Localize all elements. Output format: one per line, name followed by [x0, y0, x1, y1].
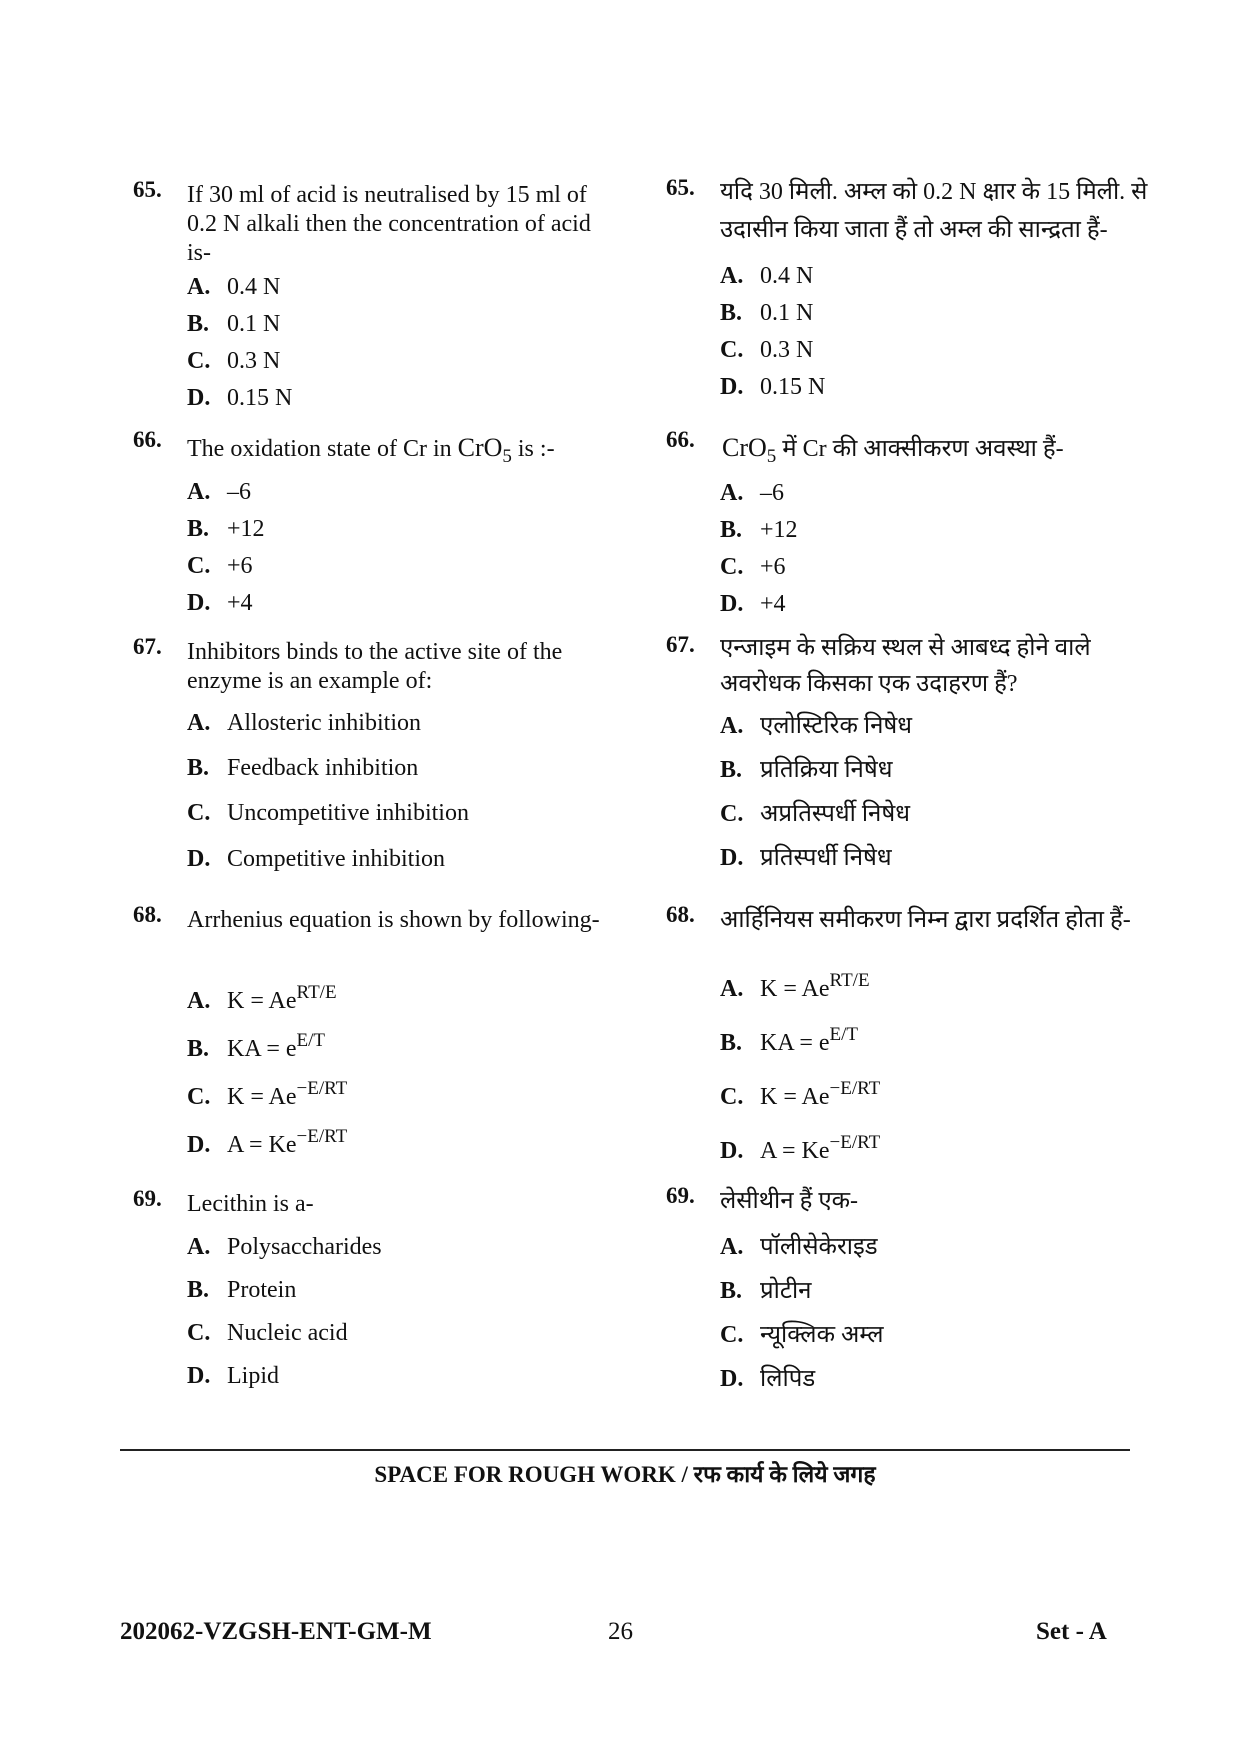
- arrhenius-formula: $A = Ke^{-E/RT}$: [760, 1132, 881, 1164]
- chemical-formula: CrO$_5$: [457, 433, 512, 467]
- option-d: D. 0.15 N: [187, 385, 293, 411]
- option-a: A. –6: [187, 479, 251, 505]
- option-c: C. 0.3 N: [720, 337, 814, 363]
- option-d: D. 0.15 N: [720, 374, 826, 400]
- question-text: If 30 ml of acid is neutralised by 15 ml of 0.2 N alkali then the concentration of acid is-: [187, 182, 591, 266]
- question-text: लेसीथीन हैं एक-: [720, 1188, 859, 1214]
- question-number: 68.: [133, 902, 162, 927]
- question-text: यदि 30 मिली. अम्ल को 0.2 N क्षार के 15 मिली. से उदासीन किया जाता हैं तो अम्ल की सान्द्रता हैं-: [720, 179, 1148, 243]
- option-a: A. –6: [720, 480, 784, 506]
- option-d: D. $A = Ke^{-E/RT}$: [720, 1118, 880, 1166]
- option-b: B. प्रोटीन: [720, 1278, 812, 1304]
- option-a: A. पॉलीसेकेराइड: [720, 1234, 878, 1260]
- option-a: A. एलोस्टिरिक निषेध: [720, 713, 913, 739]
- option-c: C. +6: [720, 554, 786, 580]
- question-number: 67.: [666, 632, 695, 657]
- option-d: D. $A = Ke^{-E/RT}$: [187, 1112, 347, 1160]
- option-b: B. KA = $e^{E/T}$: [720, 1010, 858, 1058]
- option-a: A. 0.4 N: [720, 263, 814, 289]
- chemical-formula: CrO$_5$: [722, 433, 777, 467]
- option-a: A. $K = Ae^{RT/E}$: [720, 956, 870, 1004]
- option-b: B. प्रतिक्रिया निषेध: [720, 757, 893, 783]
- footer-set: Set - A: [1036, 1618, 1107, 1645]
- option-b: B. 0.1 N: [187, 311, 281, 337]
- question-text: CrO$_5$ में Cr की आक्सीकरण अवस्था हैं-: [722, 433, 1064, 467]
- option-d: D. लिपिड: [720, 1366, 816, 1392]
- question-number: 66.: [666, 427, 695, 452]
- question-number: 65.: [666, 175, 695, 200]
- question-text: The oxidation state of Cr in CrO$_5$ is :-: [187, 433, 555, 467]
- arrhenius-formula: KA = $e^{E/T}$: [227, 1030, 326, 1062]
- option-c: C. 0.3 N: [187, 348, 281, 374]
- option-d: D. +4: [187, 590, 253, 616]
- arrhenius-formula: KA = $e^{E/T}$: [760, 1024, 859, 1056]
- question-text: आर्हिनियस समीकरण निम्न द्वारा प्रदर्शित होता हैं-: [720, 907, 1131, 933]
- option-a: A. $K = Ae^{RT/E}$: [187, 968, 337, 1016]
- option-d: D. Competitive inhibition: [187, 846, 445, 872]
- option-c: C. $K = Ae^{-E/RT}$: [720, 1064, 880, 1112]
- arrhenius-formula: $K = Ae^{RT/E}$: [760, 970, 870, 1002]
- question-number: 69.: [133, 1186, 162, 1211]
- option-b: B. +12: [187, 516, 265, 542]
- question-text: Lecithin is a-: [187, 1191, 314, 1217]
- option-b: B. KA = $e^{E/T}$: [187, 1016, 325, 1064]
- option-b: B. Protein: [187, 1277, 297, 1303]
- option-d: D. +4: [720, 591, 786, 617]
- footer-page-number: 26: [608, 1618, 633, 1645]
- divider-line: [120, 1449, 1130, 1451]
- option-a: A. Polysaccharides: [187, 1234, 382, 1260]
- arrhenius-formula: $K = Ae^{-E/RT}$: [760, 1078, 881, 1110]
- arrhenius-formula: $K = Ae^{RT/E}$: [227, 982, 337, 1014]
- question-text: एन्जाइम के सक्रिय स्थल से आबध्द होने वाले अवरोधक किसका एक उदाहरण हैं?: [720, 635, 1091, 697]
- option-a: A. Allosteric inhibition: [187, 710, 421, 736]
- arrhenius-formula: $A = Ke^{-E/RT}$: [227, 1126, 348, 1158]
- question-text: Arrhenius equation is shown by following-: [187, 907, 600, 933]
- question-number: 68.: [666, 902, 695, 927]
- option-c: C. अप्रतिस्पर्धी निषेध: [720, 801, 910, 827]
- option-c: C. Nucleic acid: [187, 1320, 348, 1346]
- option-c: C. Uncompetitive inhibition: [187, 800, 469, 826]
- option-c: C. $K = Ae^{-E/RT}$: [187, 1064, 347, 1112]
- option-a: A. 0.4 N: [187, 274, 281, 300]
- arrhenius-formula: $K = Ae^{-E/RT}$: [227, 1078, 348, 1110]
- question-text: Inhibitors binds to the active site of the enzyme is an example of:: [187, 639, 563, 694]
- footer-paper-code: 202062-VZGSH-ENT-GM-M: [120, 1618, 432, 1645]
- option-c: C. +6: [187, 553, 253, 579]
- question-number: 67.: [133, 634, 162, 659]
- rough-work-heading: SPACE FOR ROUGH WORK / रफ कार्य के लिये जगह: [374, 1462, 876, 1487]
- option-b: B. 0.1 N: [720, 300, 814, 326]
- option-b: B. +12: [720, 517, 798, 543]
- option-b: B. Feedback inhibition: [187, 755, 419, 781]
- question-number: 69.: [666, 1183, 695, 1208]
- question-number: 66.: [133, 427, 162, 452]
- option-d: D. प्रतिस्पर्धी निषेध: [720, 845, 892, 871]
- question-number: 65.: [133, 177, 162, 202]
- option-c: C. न्यूक्लिक अम्ल: [720, 1322, 884, 1348]
- option-d: D. Lipid: [187, 1363, 279, 1389]
